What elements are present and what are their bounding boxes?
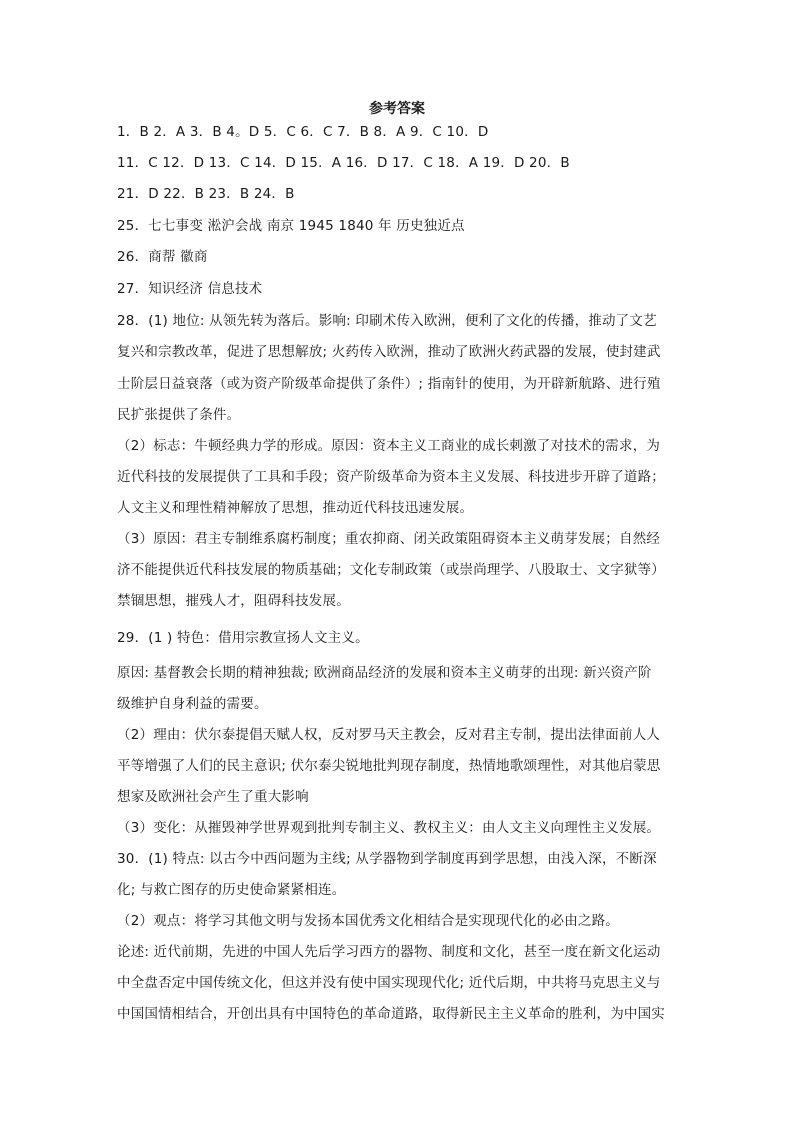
- answer-line-29-2b: 平等增强了人们的民主意识; 伏尔泰尖锐地批判现存制度，热情地歌颂理性，对其他启蒙思: [117, 758, 661, 774]
- answer-line-mc-2: 11．C 12．D 13．C 14．D 15．A 16．D 17．C 18．A 19．D 20．B: [117, 155, 570, 171]
- answer-line-29-2c: 想家及欧洲社会产生了重大影响: [117, 789, 309, 805]
- answer-line-28-1a: 28．(1) 地位: 从领先转为落后。影响: 印刷术传入欧洲，便利了文化的传播，推动了文艺: [117, 313, 657, 329]
- answer-line-28-2b: 近代科技的发展提供了工具和手段；资产阶级革命为资本主义发展、科技进步开辟了道路；: [117, 469, 665, 485]
- answer-line-28-2c: 人文主义和理性精神解放了思想，推动近代科技迅速发展。: [117, 500, 474, 516]
- answer-line-30-argument-b: 中全盘否定中国传统文化，但这并没有使中国实现现代化; 近代后期，中共将马克思主义与: [117, 975, 661, 991]
- answer-line-28-2a: （2）标志：牛顿经典力学的形成。原因：资本主义工商业的成长刺激了对技术的需求，为: [117, 438, 661, 454]
- answer-line-28-1b: 复兴和宗教改革，促进了思想解放; 火药传入欧洲，推动了欧洲火药武器的发展，使封建武: [117, 344, 661, 360]
- answer-line-mc-3: 21．D 22．B 23．B 24．B: [117, 186, 295, 202]
- answer-line-25: 25．七七事变 淞沪会战 南京 1945 1840 年 历史独近点: [117, 218, 465, 234]
- answer-line-26: 26．商帮 徽商: [117, 249, 208, 265]
- answer-line-30-2: （2）观点：将学习其他文明与发扬本国优秀文化相结合是实现现代化的必由之路。: [117, 913, 619, 929]
- answer-line-28-1d: 民扩张提供了条件。: [117, 407, 241, 423]
- answer-line-28-3a: （3）原因：君主专制维系腐朽制度；重农抑商、闭关政策阻碍资本主义萌芽发展；自然经: [117, 531, 661, 547]
- answer-line-28-3b: 济不能提供近代科技发展的物质基础；文化专制政策（或崇尚理学、八股取士、文字狱等）: [117, 562, 665, 578]
- answer-line-29-1: 29．(1 ) 特色：借用宗教宣扬人文主义。: [117, 630, 369, 646]
- answer-line-29-2a: （2）理由：伏尔泰提倡天赋人权，反对罗马天主教会，反对君主专制，提出法律面前人人: [117, 727, 661, 743]
- answer-line-28-3c: 禁锢思想，摧残人才，阻碍科技发展。: [117, 593, 350, 609]
- answer-line-30-argument-c: 中国国情相结合，开创出具有中国特色的革命道路，取得新民主主义革命的胜利，为中国实: [117, 1006, 665, 1022]
- answer-line-mc-1: 1．B 2．A 3．B 4。D 5．C 6．C 7．B 8．A 9．C 10．D: [117, 124, 489, 140]
- answer-line-27: 27．知识经济 信息技术: [117, 281, 263, 297]
- page-title: 参考答案: [369, 101, 425, 117]
- answer-line-29-3: （3）变化：从摧毁神学世界观到批判专制主义、教权主义：由人文主义向理性主义发展。: [117, 820, 661, 836]
- answer-line-30-1b: 化; 与救亡图存的历史使命紧紧相连。: [117, 882, 346, 898]
- answer-line-29-reason-b: 级维护自身利益的需要。: [117, 696, 268, 712]
- answer-line-28-1c: 士阶层日益衰落（或为资产阶级革命提供了条件）; 指南针的使用，为开辟新航路、进行殖: [117, 376, 661, 392]
- answer-line-30-argument-a: 论述: 近代前期，先进的中国人先后学习西方的器物、制度和文化，甚至一度在新文化运动: [117, 944, 661, 960]
- answer-line-30-1a: 30．(1) 特点: 以古今中西问题为主线; 从学器物到学制度再到学思想，由浅入深，不断深: [117, 851, 657, 867]
- answer-line-29-reason-a: 原因: 基督教会长期的精神独裁; 欧洲商品经济的发展和资本主义萌芽的出现: 新兴资产阶: [117, 665, 652, 681]
